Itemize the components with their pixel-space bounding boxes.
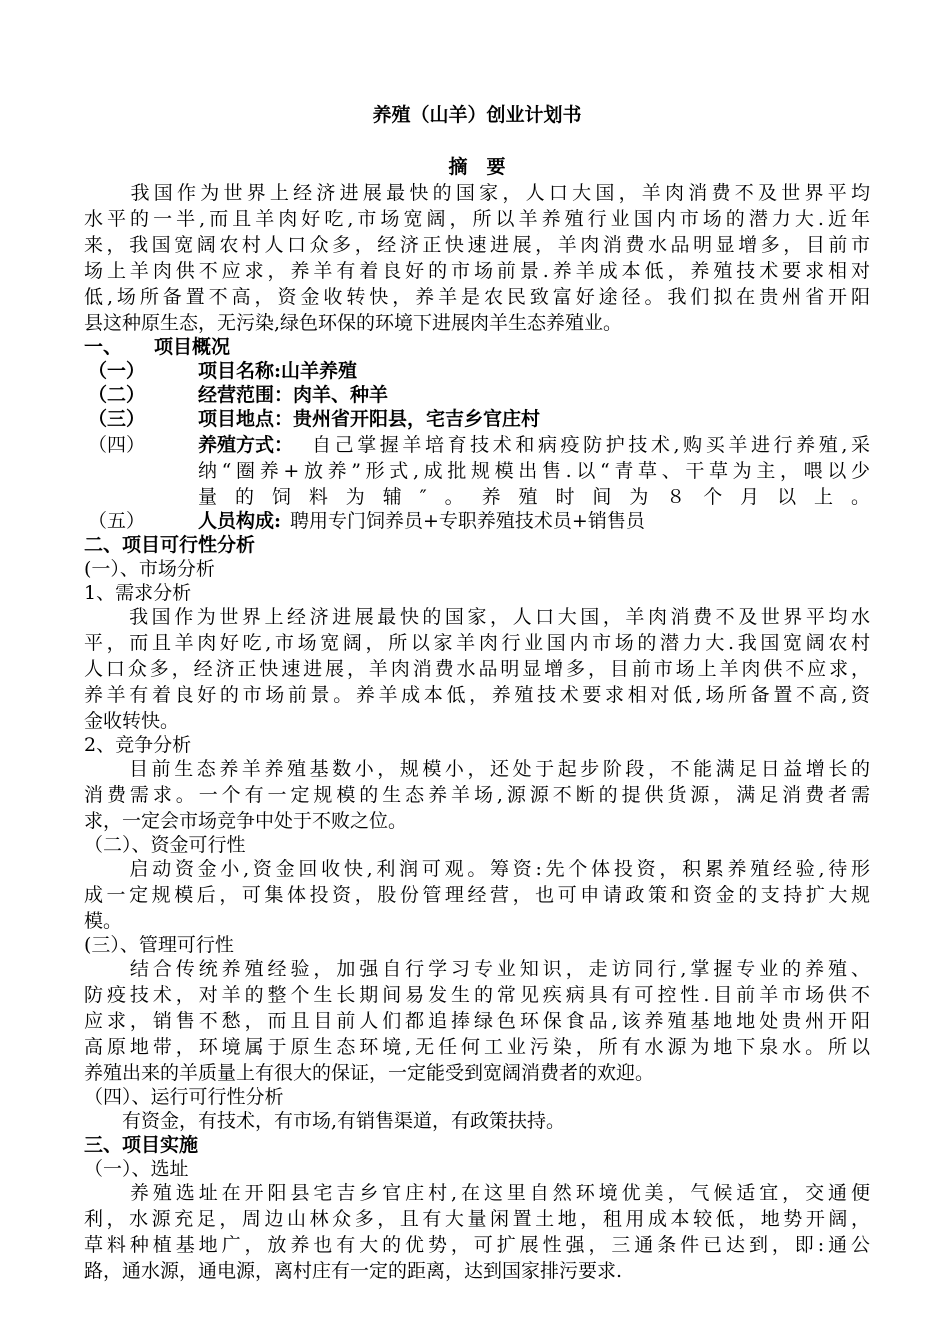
paragraph-line: 草料种植基地广，放养也有大的优势，可扩展性强，三通条件已达到，即:通公 (84, 1234, 870, 1256)
paragraph-line: 高原地带，环境属于原生态环境,无任何工业污染，所有水源为地下泉水。所以 (84, 1036, 870, 1058)
summary-line: 县这种原生态，无污染,绿色环保的环境下进展肉羊生态养殖业。 (84, 312, 623, 334)
item-number: （五） (88, 510, 146, 532)
section-1-heading: 项目概况 (154, 336, 231, 358)
item-text: 纳“圈养+放养”形式,成批规模出售.以“青草、干草为主，喂以少 (198, 460, 870, 482)
section-1-number: 一、 (84, 336, 123, 358)
section-2-heading: 二、项目可行性分析 (84, 534, 256, 556)
item-label: 项目地点：贵州省开阳县，宅吉乡官庄村 (198, 408, 541, 430)
item-text: 聘用专门饲养员+专职养殖技术员+销售员 (290, 510, 645, 532)
paragraph-line: 求，一定会市场竞争中处于不败之位。 (84, 810, 408, 832)
item-number: （二） (88, 384, 146, 406)
paragraph-line: 启动资金小,资金回收快,利润可观。筹资:先个体投资，积累养殖经验,待形 (84, 858, 870, 880)
subsection-heading: 2、竞争分析 (84, 734, 192, 756)
item-label: 项目名称:山羊养殖 (198, 360, 358, 382)
subsection-heading: （二）、资金可行性 (84, 834, 246, 856)
paragraph-line: 平，而且羊肉好吃,市场宽阔，所以家羊肉行业国内市场的潜力大.我国宽阔农村 (84, 632, 870, 654)
summary-heading: 摘 要 (448, 156, 506, 178)
item-number: （一） (88, 360, 146, 382)
paragraph-line: 利，水源充足，周边山林众多，且有大量闲置土地，租用成本较低，地势开阔， (84, 1208, 870, 1230)
subsection-heading: (三）、管理可行性 (84, 934, 234, 956)
paragraph-line: 养殖出来的羊质量上有很大的保证，一定能受到宽阔消费者的欢迎。 (84, 1062, 655, 1084)
document-title: 养殖（山羊）创业计划书 (372, 104, 582, 126)
paragraph-line: 路，通水源，通电源，离村庄有一定的距离，达到国家排污要求. (84, 1260, 623, 1282)
item-label: 养殖方式： (198, 434, 294, 456)
paragraph-line: 我国作为世界上经济进展最快的国家，人口大国，羊肉消费不及世界平均水 (84, 606, 870, 628)
paragraph-line: 养羊有着良好的市场前景。养羊成本低，养殖技术要求相对低,场所备置不高,资 (84, 684, 870, 706)
summary-line: 我国作为世界上经济进展最快的国家，人口大国，羊肉消费不及世界平均 (84, 182, 870, 204)
paragraph-line: 应求，销售不愁，而且目前人们都追捧绿色环保食品,该养殖基地地处贵州开阳 (84, 1010, 870, 1032)
subsection-heading: （一）、选址 (84, 1158, 189, 1180)
summary-line: 场上羊肉供不应求，养羊有着良好的市场前景.养羊成本低，养殖技术要求相对 (84, 260, 870, 282)
summary-line: 水平的一半,而且羊肉好吃,市场宽阔，所以羊养殖行业国内市场的潜力大.近年 (84, 208, 870, 230)
item-text: 量的饲料为辅″。养殖时间为８个月以上。 (198, 486, 870, 508)
paragraph-line: 成一定规模后，可集体投资，股份管理经营，也可申请政策和资金的支持扩大规 (84, 884, 870, 906)
subsection-heading: (一）、市场分析 (84, 558, 215, 580)
paragraph-line: 人口众多，经济正快速进展，羊肉消费水品明显增多，目前市场上羊肉供不应求， (84, 658, 870, 680)
summary-line: 低,场所备置不高，资金收转快，养羊是农民致富好途径。我们拟在贵州省开阳 (84, 286, 870, 308)
subsection-heading: （四）、运行可行性分析 (84, 1086, 284, 1108)
item-label: 经营范围：肉羊、种羊 (198, 384, 389, 406)
paragraph-line: 养殖选址在开阳县宅吉乡官庄村,在这里自然环境优美，气候适宜，交通便 (84, 1182, 870, 1204)
paragraph-line: 结合传统养殖经验，加强自行学习专业知识，走访同行,掌握专业的养殖、 (84, 958, 870, 980)
section-3-heading: 三、项目实施 (84, 1134, 199, 1156)
paragraph-line: 金收转快。 (84, 710, 180, 732)
paragraph-line: 目前生态养羊养殖基数小，规模小，还处于起步阶段，不能满足日益增长的 (84, 758, 870, 780)
item-number: （四） (88, 434, 146, 456)
paragraph-line: 消费需求。一个有一定规模的生态养羊场,源源不断的提供货源，满足消费者需 (84, 784, 870, 806)
paragraph-line: 有资金，有技术，有市场,有销售渠道，有政策扶持。 (84, 1110, 566, 1132)
item-label: 人员构成: (198, 510, 282, 532)
item-text: 自己掌握羊培育技术和病疫防护技术,购买羊进行养殖,采 (312, 434, 870, 456)
paragraph-line: 模。 (84, 910, 123, 932)
summary-line: 来，我国宽阔农村人口众多，经济正快速进展，羊肉消费水品明显增多，目前市 (84, 234, 870, 256)
paragraph-line: 防疫技术，对羊的整个生长期间易发生的常见疾病具有可控性.目前羊市场供不 (84, 984, 870, 1006)
item-number: （三） (88, 408, 146, 430)
subsection-heading: 1、需求分析 (84, 582, 192, 604)
